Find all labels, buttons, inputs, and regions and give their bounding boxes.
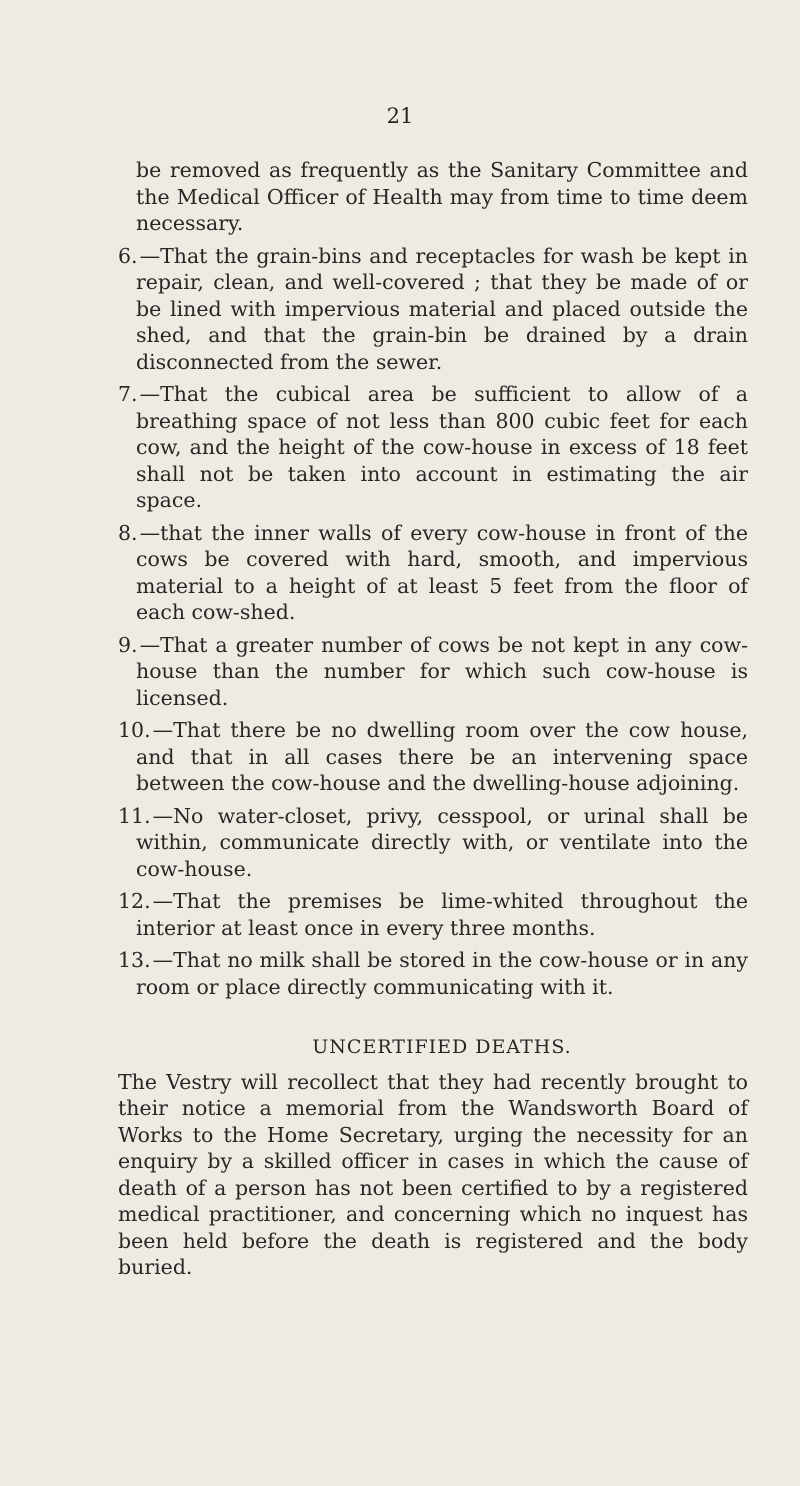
clause-text: —That a greater number of cows be not kept in any cow-house than the number for which such cow-house is licensed. bbox=[136, 632, 748, 710]
clause-12 bbox=[118, 888, 748, 941]
clause-number: 6. bbox=[118, 243, 138, 268]
clause-number: 7. bbox=[118, 382, 138, 406]
clause-number: 9. bbox=[118, 632, 138, 657]
clause-number: 12. bbox=[118, 889, 151, 913]
clause-6 bbox=[118, 243, 748, 376]
clause-13 bbox=[118, 947, 748, 1000]
clause-number: 11. bbox=[118, 803, 151, 828]
clause-number: 10. bbox=[118, 718, 151, 742]
clause-text: —that the inner walls of every cow-house in front of the cows be covered with hard, smooth, and impervious material to a height of at least 5 feet from the floor of each cow-shed. bbox=[136, 520, 748, 624]
clause-text: —That the premises be lime-whited throughout the interior at least once in every three months. bbox=[136, 889, 748, 940]
section-paragraph: The Vestry will recollect that they had recently brought to their notice a memorial from the Wandsworth Board of Works to the Home Secretary, urging the necessity for an enquiry by a skilled officer in cases in which the cause of death of a person has not been certified to by a registered medical practitioner, and concerning which no inquest has been held before the death is registered and the body buried. bbox=[118, 1069, 748, 1279]
clause-9 bbox=[118, 632, 748, 712]
clause-11 bbox=[118, 803, 748, 883]
continuation-paragraph: be removed as frequently as the Sanitary Committee and the Medical Officer of Health may from time to time deem necessary. bbox=[136, 158, 748, 235]
clause-8 bbox=[118, 520, 748, 626]
page-content bbox=[118, 157, 748, 1281]
clause-number: 13. bbox=[118, 948, 151, 972]
clause-text: —That there be no dwelling room over the cow house, and that in all cases there be an intervening space between the cow-house and the dwelling-house adjoining. bbox=[136, 718, 748, 795]
clause-text: —That the cubical area be sufficient to allow of a breathing space of not less than 800 cubic feet for each cow, and the height of the cow-house in excess of 18 feet shall not be taken into account in estimating the air space. bbox=[136, 382, 748, 512]
clause-7 bbox=[118, 381, 748, 514]
clause-text: —That the grain-bins and receptacles for wash be kept in repair, clean, and well-covered ; that they be made of or be lined with impervious material and placed outside the shed, and that the grain-bin be drained by a drain disconnected from the sewer. bbox=[136, 243, 748, 374]
clause-10 bbox=[118, 717, 748, 797]
clause-text: —That no milk shall be stored in the cow-house or in any room or place directly communicating with it. bbox=[136, 948, 748, 999]
clause-number: 8. bbox=[118, 520, 138, 545]
page-number: 21 bbox=[386, 104, 414, 128]
section-heading: UNCERTIFIED DEATHS. bbox=[312, 1036, 572, 1058]
clause-text: —No water-closet, privy, cesspool, or urinal shall be within, communicate directly with, or ventilate into the cow-house. bbox=[136, 803, 748, 881]
